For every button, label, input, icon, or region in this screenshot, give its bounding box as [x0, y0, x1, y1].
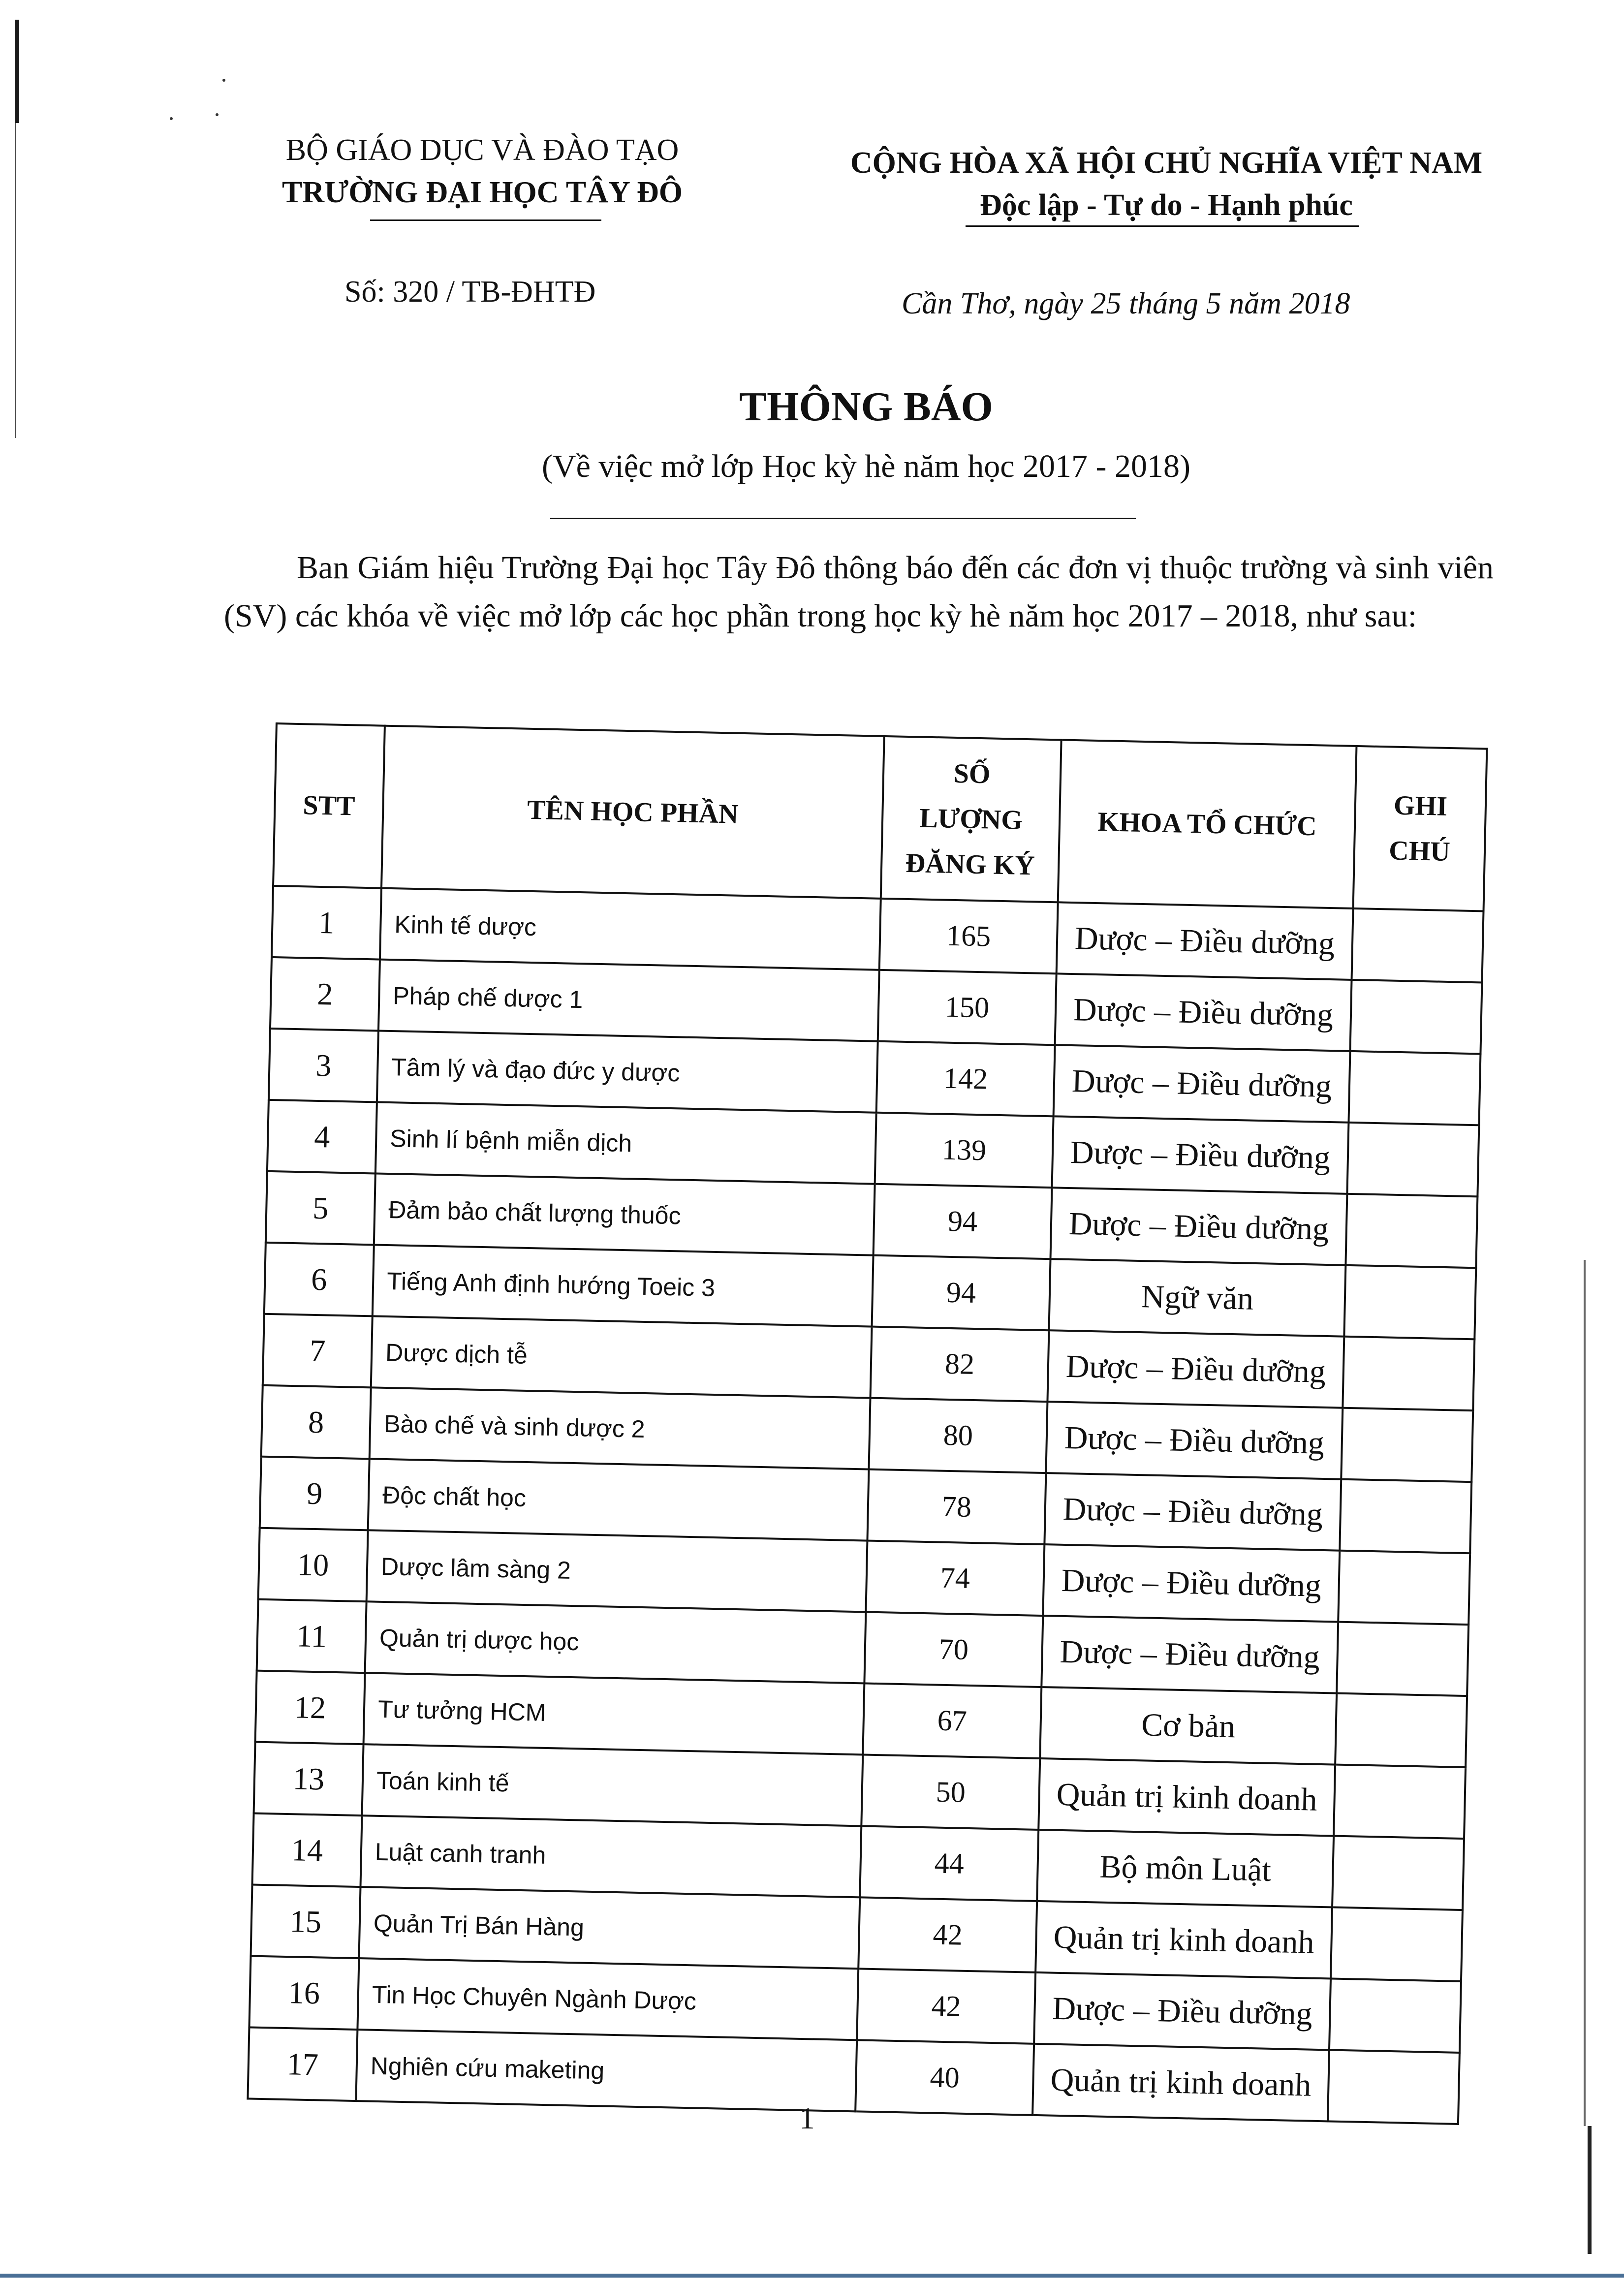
- note-cell: [1348, 1051, 1480, 1126]
- row-number: 10: [258, 1528, 368, 1602]
- header-organizing-faculty: KHOA TỔ CHỨC: [1058, 740, 1357, 908]
- scan-bottom-edge: [0, 2274, 1624, 2278]
- note-cell: [1350, 980, 1482, 1054]
- scan-speck: [170, 117, 173, 120]
- row-number: 2: [270, 957, 380, 1031]
- organizing-faculty: Bộ môn Luật: [1037, 1830, 1334, 1908]
- registered-count: 80: [869, 1398, 1047, 1473]
- organizing-faculty: Quản trị kinh doanh: [1032, 2044, 1329, 2122]
- document-subtitle: (Về việc mở lớp Học kỳ hè năm học 2017 - 2018): [542, 448, 1190, 484]
- registered-count: 139: [875, 1113, 1054, 1188]
- row-number: 6: [264, 1243, 374, 1316]
- scan-edge-line: [1584, 1260, 1586, 2126]
- country-name: CỘNG HÒA XÃ HỘI CHỦ NGHĨA VIỆT NAM: [850, 146, 1483, 180]
- issuer-underline: [370, 219, 601, 221]
- row-number: 16: [249, 1956, 359, 2030]
- registered-count: 94: [872, 1255, 1051, 1331]
- organizing-faculty: Dược – Điều dưỡng: [1047, 1330, 1344, 1408]
- row-number: 17: [248, 2027, 357, 2101]
- course-name: Đảm bảo chất lượng thuốc: [374, 1173, 875, 1255]
- header-stt: STT: [273, 723, 385, 888]
- note-cell: [1335, 1693, 1467, 1768]
- note-cell: [1328, 2050, 1460, 2124]
- row-number: 13: [254, 1742, 364, 1816]
- organizing-faculty: Dược – Điều dưỡng: [1057, 902, 1353, 980]
- note-cell: [1347, 1123, 1479, 1197]
- scan-edge-mark: [15, 20, 19, 123]
- course-name: Kinh tế dược: [380, 888, 881, 970]
- scan-speck: [222, 79, 225, 82]
- organizing-faculty: Quản trị kinh doanh: [1038, 1758, 1335, 1836]
- note-cell: [1340, 1479, 1471, 1554]
- course-name: Dược lâm sàng 2: [367, 1530, 868, 1612]
- ministry-name: BỘ GIÁO DỤC VÀ ĐÀO TẠO: [285, 133, 679, 167]
- note-cell: [1338, 1551, 1470, 1625]
- organizing-faculty: Dược – Điều dưỡng: [1054, 1045, 1350, 1123]
- note-cell: [1345, 1194, 1477, 1268]
- registered-count: 150: [878, 970, 1057, 1045]
- registered-count: 44: [860, 1826, 1038, 1901]
- course-name: Tiếng Anh định hướng Toeic 3: [373, 1245, 874, 1326]
- school-name: TRƯỜNG ĐẠI HỌC TÂY ĐÔ: [281, 176, 683, 209]
- scan-speck: [216, 113, 219, 116]
- table-header-row: [273, 723, 1487, 911]
- registered-count: 50: [861, 1754, 1040, 1830]
- page-number: 1: [799, 2102, 815, 2135]
- note-cell: [1332, 1836, 1464, 1910]
- registered-count: 165: [879, 899, 1058, 974]
- course-name: Sinh lí bệnh miễn dịch: [375, 1102, 876, 1184]
- note-cell: [1344, 1265, 1476, 1340]
- registered-count: 142: [876, 1041, 1055, 1117]
- row-number: 9: [260, 1457, 370, 1531]
- row-number: 12: [255, 1671, 365, 1745]
- course-name: Quản trị dược học: [365, 1601, 866, 1683]
- course-name: Quản Trị Bán Hàng: [359, 1887, 860, 1969]
- course-table: [247, 722, 1488, 2125]
- course-name: Tư tưởng HCM: [364, 1673, 865, 1754]
- organizing-faculty: Quản trị kinh doanh: [1035, 1901, 1332, 1979]
- document-number: Số: 320 / TB-ĐHTĐ: [344, 275, 596, 309]
- row-number: 14: [252, 1814, 362, 1887]
- organizing-faculty: Dược – Điều dưỡng: [1043, 1544, 1340, 1622]
- row-number: 7: [263, 1314, 373, 1388]
- document-date: Cần Thơ, ngày 25 tháng 5 năm 2018: [902, 287, 1350, 320]
- registered-count: 94: [874, 1184, 1052, 1259]
- scan-edge-line: [15, 123, 16, 438]
- course-name: Bào chế và sinh dược 2: [370, 1387, 871, 1469]
- registered-count: 74: [866, 1541, 1044, 1616]
- organizing-faculty: Dược – Điều dưỡng: [1052, 1116, 1349, 1194]
- course-name: Pháp chế dược 1: [378, 960, 879, 1041]
- registered-count: 40: [855, 2040, 1034, 2115]
- organizing-faculty: Dược – Điều dưỡng: [1055, 973, 1352, 1051]
- note-cell: [1341, 1408, 1473, 1482]
- row-number: 5: [266, 1171, 375, 1245]
- note-cell: [1331, 1907, 1463, 1981]
- table-body: [248, 886, 1483, 2124]
- organizing-faculty: Dược – Điều dưỡng: [1046, 1402, 1343, 1479]
- organizing-faculty: Dược – Điều dưỡng: [1051, 1188, 1347, 1265]
- organizing-faculty: Ngữ văn: [1049, 1259, 1345, 1337]
- registered-count: 78: [867, 1470, 1046, 1545]
- national-motto: Độc lập - Tự do - Hạnh phúc: [980, 188, 1353, 222]
- row-number: 15: [250, 1885, 360, 1959]
- registered-count: 42: [858, 1897, 1037, 1972]
- registered-count: 67: [863, 1683, 1041, 1758]
- header-note: GHI CHÚ: [1353, 746, 1487, 911]
- course-name: Tin Học Chuyên Ngành Dược: [357, 1958, 858, 2040]
- organizing-faculty: Dược – Điều dưỡng: [1044, 1473, 1341, 1551]
- motto-underline: [966, 225, 1359, 227]
- row-number: 4: [267, 1100, 377, 1174]
- subtitle-underline: [550, 518, 1136, 519]
- course-name: Tâm lý và đạo đức y dược: [377, 1031, 878, 1113]
- note-cell: [1334, 1765, 1466, 1839]
- course-name: Nghiên cứu maketing: [356, 2030, 857, 2111]
- registered-count: 42: [857, 1969, 1035, 2044]
- row-number: 3: [269, 1029, 378, 1102]
- note-cell: [1329, 1978, 1461, 2053]
- national-header: [807, 142, 1526, 226]
- course-name: Luật canh tranh: [360, 1815, 861, 1897]
- scan-edge-mark: [1588, 2126, 1592, 2254]
- registered-count: 82: [871, 1327, 1049, 1402]
- organizing-faculty: Cơ bản: [1040, 1687, 1337, 1765]
- course-name: Độc chất học: [368, 1459, 869, 1540]
- organizing-faculty: Dược – Điều dưỡng: [1034, 1972, 1331, 2050]
- registered-count: 70: [864, 1612, 1043, 1688]
- row-number: 8: [261, 1385, 371, 1459]
- note-cell: [1337, 1622, 1468, 1696]
- note-cell: [1343, 1337, 1474, 1411]
- course-name: Toán kinh tế: [362, 1744, 863, 1826]
- course-name: Dược dịch tễ: [371, 1316, 872, 1398]
- header-registered-count: SỐ LƯỢNG ĐĂNG KÝ: [881, 736, 1062, 902]
- row-number: 11: [257, 1599, 367, 1673]
- row-number: 1: [272, 886, 381, 960]
- note-cell: [1352, 908, 1484, 983]
- header-course-name: TÊN HỌC PHẦN: [381, 726, 884, 899]
- intro-paragraph: Ban Giám hiệu Trường Đại học Tây Đô thông báo đến các đơn vị thuộc trường và sinh viên (SV) các khóa về việc mở lớp các học phần trong học kỳ hè năm học 2017 – 2018, như sau:: [224, 550, 1494, 634]
- issuer-block: [236, 129, 728, 214]
- organizing-faculty: Dược – Điều dưỡng: [1041, 1616, 1338, 1693]
- document-title: THÔNG BÁO: [739, 384, 993, 430]
